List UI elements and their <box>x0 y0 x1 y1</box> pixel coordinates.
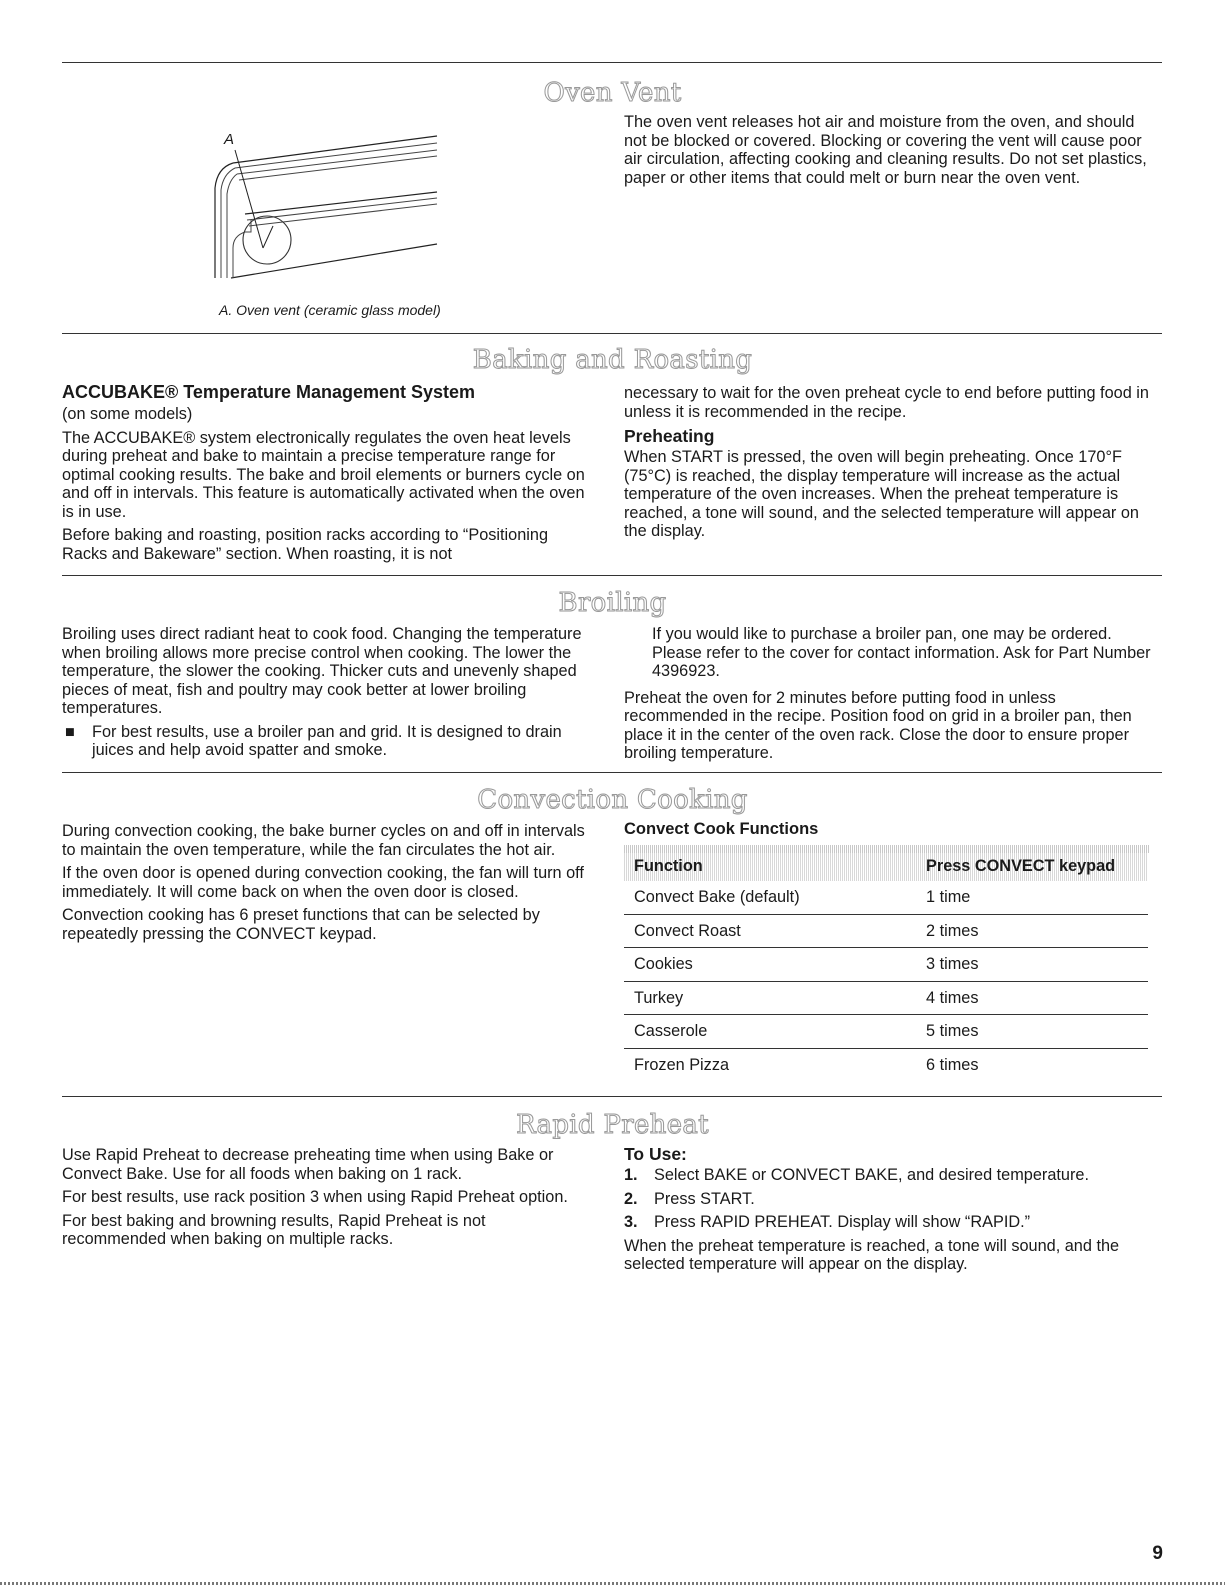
convection-left-column <box>62 822 592 948</box>
section-title-convection: Convection Cooking <box>477 785 748 815</box>
rapid-paragraph-1: Use Rapid Preheat to decrease preheating time when using Bake or Convect Bake. Use for all foods when baking on 1 rack. <box>62 1146 554 1183</box>
rapid-right-column <box>624 1144 1149 1279</box>
table-row <box>624 914 1148 948</box>
press-count-cell: 6 times <box>926 1055 979 1074</box>
preheating-heading: Preheating <box>624 426 715 446</box>
function-cell: Convect Roast <box>624 914 916 948</box>
rapid-paragraph-3: For best baking and browning results, Rapid Preheat is not recommended when baking on multiple racks. <box>62 1211 486 1248</box>
accubake-heading: ACCUBAKE® Temperature Management System <box>62 382 476 402</box>
convect-functions-table <box>624 853 1148 1082</box>
figure-caption: A. Oven vent (ceramic glass model) <box>219 302 441 318</box>
table-row <box>624 981 1148 1015</box>
section-rule-convection <box>62 772 1162 773</box>
baking-racks-paragraph-cont: necessary to wait for the oven preheat cycle to end before putting food in unless it is recommended in the recipe. <box>624 384 1149 421</box>
table-top-hatch <box>624 845 1149 853</box>
function-cell: Cookies <box>624 948 916 982</box>
press-count-cell: 5 times <box>916 1015 1148 1049</box>
section-title-broiling: Broiling <box>558 588 667 618</box>
baking-racks-paragraph: Before baking and roasting, position racks according to “Positioning Racks and Bakeware” section. When roasting, it is not <box>62 526 549 563</box>
broiling-bullet <box>62 723 592 760</box>
oven-vent-illustration <box>205 128 445 288</box>
column-header-function: Function <box>624 853 916 882</box>
convect-table-title: Convect Cook Functions <box>624 820 819 838</box>
column-header-press: Press CONVECT keypad <box>916 853 1148 882</box>
press-count-cell: 3 times <box>916 948 1148 982</box>
step-item: 1. Select BAKE or CONVECT BAKE, and desired temperature. <box>624 1166 1089 1184</box>
press-count-cell: 2 times <box>916 914 1148 948</box>
function-cell: Casserole <box>624 1015 916 1049</box>
accubake-paragraph: The ACCUBAKE® system electronically regulates the oven heat levels during preheat and bake to maintain a precise temperature range for optimal cooking results. The bake and broil elements or burners cycle on and off in intervals. This feature is automatically activated when the oven is in use. <box>62 428 585 521</box>
section-rule-baking <box>62 333 1162 334</box>
page-number: 9 <box>1152 1543 1163 1564</box>
oven-vent-body <box>624 113 1149 192</box>
table-row <box>624 881 1148 914</box>
table-row <box>624 1048 1148 1081</box>
function-cell: Turkey <box>624 981 916 1015</box>
convection-paragraph-2: If the oven door is opened during convection cooking, the fan will turn off immediately. It will come back on when the oven door is closed. <box>62 864 584 901</box>
table-row <box>624 948 1148 982</box>
baking-left-column <box>62 382 592 568</box>
press-count-cell: 4 times <box>916 981 1148 1015</box>
bullet-square-icon: ■ <box>65 722 75 741</box>
broiling-paragraph: Broiling uses direct radiant heat to cook food. Changing the temperature when broiling allows more precise control when cooking. The lower the temperature, the slower the cooking. Thicker cuts and unevenly shaped pieces of meat, fish and poultry may cook better at lower broiling temperatures. <box>62 625 582 717</box>
rapid-paragraph-2: For best results, use rack position 3 when using Rapid Preheat option. <box>62 1188 568 1206</box>
broiling-bullet-text: For best results, use a broiler pan and grid. It is designed to drain juices and help avoid spatter and smoke. <box>92 722 562 759</box>
broiling-bullet-cont: If you would like to purchase a broiler pan, one may be ordered. Please refer to the cover for contact information. Ask for Part Number 4396923. <box>652 625 1151 680</box>
figure-label-a: A <box>224 131 235 148</box>
function-cell: Frozen Pizza <box>634 1055 730 1074</box>
rapid-paragraph-4: When the preheat temperature is reached, a tone will sound, and the selected temperature will appear on the display. <box>624 1236 1120 1273</box>
broiling-left-column <box>62 625 592 760</box>
function-cell: Convect Bake (default) <box>624 881 916 914</box>
press-count-cell: 1 time <box>916 881 1148 914</box>
convection-paragraph-1: During convection cooking, the bake burner cycles on and off in intervals to maintain the oven temperature, while the fan circulates the hot air. <box>62 822 585 859</box>
broiling-right-column <box>624 625 1152 768</box>
table-header-row <box>624 853 1148 882</box>
section-title-baking-roasting: Baking and Roasting <box>472 345 753 375</box>
preheating-paragraph: When START is pressed, the oven will begin preheating. Once 170°F (75°C) is reached, the display temperature will increase as the actual temperature of the oven increases. When the preheat temperature is reached, a tone will sound, and the selected temperature will appear on the display. <box>624 448 1139 540</box>
section-rule-top <box>62 62 1162 63</box>
accubake-note: (on some models) <box>62 405 193 423</box>
rapid-left-column <box>62 1146 592 1254</box>
convection-paragraph-3: Convection cooking has 6 preset functions that can be selected by repeatedly pressing the CONVECT keypad. <box>62 906 540 943</box>
to-use-heading: To Use: <box>624 1144 687 1164</box>
convect-functions-block <box>624 820 1149 1081</box>
step-item: 2. Press START. <box>624 1189 755 1208</box>
section-title-oven-vent: Oven Vent <box>543 78 682 108</box>
step-item: 3. Press RAPID PREHEAT. Display will show “RAPID.” <box>624 1213 1031 1231</box>
rapid-steps-list <box>624 1166 1149 1232</box>
table-row <box>624 1015 1148 1049</box>
section-title-rapid-preheat: Rapid Preheat <box>516 1110 709 1140</box>
baking-right-column <box>624 384 1149 546</box>
section-rule-rapid <box>62 1096 1162 1097</box>
broiling-preheat-paragraph: Preheat the oven for 2 minutes before putting food in unless recommended in the recipe. Position food on grid in a broiler pan, then place it in the center of the oven rack. Close the door to ensure proper broiling temperature. <box>624 688 1132 762</box>
section-rule-broiling <box>62 575 1162 576</box>
oven-vent-paragraph: The oven vent releases hot air and moisture from the oven, and should not be blocked or covered. Blocking or covering the vent will cause poor air circulation, affecting cooking and cleaning results. Do not set plastics, paper or other items that could melt or burn near the oven vent. <box>624 113 1147 187</box>
